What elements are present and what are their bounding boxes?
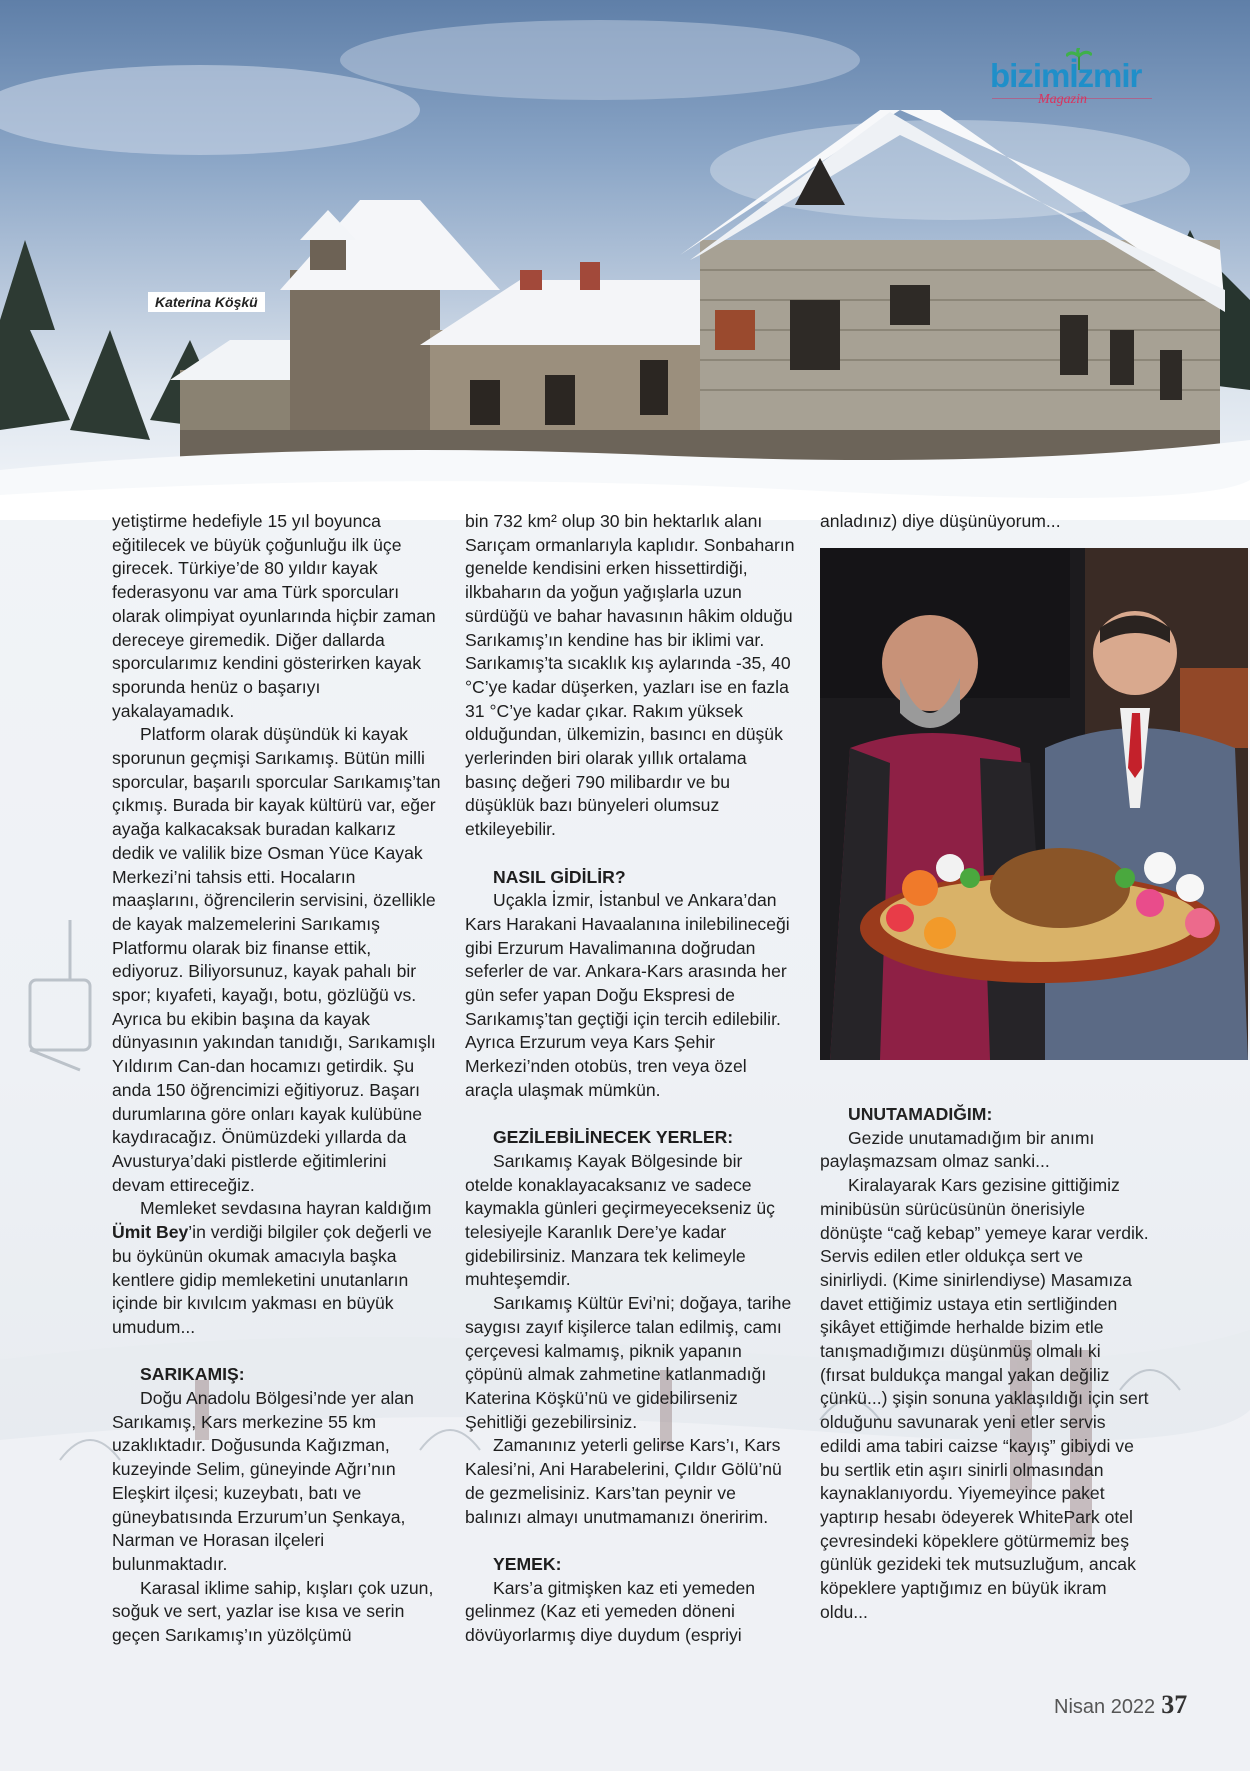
magazine-logo [990,58,1160,114]
logo-subtitle: Magazin [1038,92,1087,107]
logo-brand-text: bizimİzmir [990,57,1142,94]
section-heading-sarikamis: SARIKAMIŞ: [140,1364,245,1385]
page-number: 37 [1161,1690,1188,1719]
paragraph: Doğu Anadolu Bölgesi’nde yer alan Sarıkamış, Kars merkezine 55 km uzaklıktadır. Doğusunda Kağızman, kuzeyinde Selim, güneyinde Ağrı’nın Eleşkirt ilçesi; kuzeybatı, batı ve güneybatısında Erzurum’un Şenkaya, Narman ve Horasan ilçeleri bulunmaktadır. [112,1388,414,1574]
people-photo-illustration [820,548,1248,1060]
chairlift-decoration [20,920,100,1080]
paragraph-text: Memleket sevdasına hayran kaldığım [140,1198,432,1219]
section-heading-gezilebilinecek-yerler: GEZİLEBİLİNECEK YERLER: [493,1127,734,1148]
person-name: Ümit Bey [112,1222,189,1243]
text-column-3-top [820,510,1150,534]
paragraph: Sarıkamış Kayak Bölgesinde bir otelde konaklayacaksanız ve sadece kaymakla günleri geçirmeyecekseniz üç telesiyejle Karanlık Dere’ye kadar gidebilirsiniz. Manzara tek kelimeyle muhteşemdir. [465,1150,775,1290]
paragraph: Gezide unutamadığım bir anımı paylaşmazsam olmaz sanki... [820,1127,1095,1172]
paragraph: anladınız) diye düşünüyorum... [820,511,1061,531]
photo-chef-and-man-with-goose-platter [820,548,1248,1060]
paragraph: Kiralayarak Kars gezisine gittiğimiz minibüsün sürücüsünün önerisiyle dönüşte “cağ kebap” yemeye karar verdik. Servis edilen etler oldukça sert ve sinirliydi. (Kime sinirlendiyse) Masamıza davet ettiğimiz ustaya etin sertliğinden şikâyet ettiğimde herhalde bizim etle tanışmadığımızı düşünmüş olmalı ki (fırsat buldukça mangal yakan değiliz çünkü...) şişin sonuna yaklaşıldığı için sert olduğunu savunarak yeni etler servis edildi ama tabiri caizse “kayış” gibiydi ve bu sertlik etin aşırı sinirli olmasından kaynaklanıyordu. Yiyemeyince paket yaptırıp hesabı ödeyerek WhitePark otel çevresindeki köpeklere götürmemiz beş günlük gezideki tek mutsuzluğum, ancak köpeklere yaptığımız en büyük ikram oldu... [820,1175,1149,1622]
paragraph-text: ’in verdiği bilgiler çok değerli ve bu öykünün okumak amacıyla başka kentlere gidip memleketini unutanların içinde bir kıvılcım yakması en büyük umudum... [112,1222,432,1337]
paragraph: Uçakla İzmir, İstanbul ve Ankara’dan Kars Harakani Havaalanına inilebilineceği gibi Erzurum Havalimanına doğrudan seferler de var. Ankara-Kars arasında her gün sefer yapan Doğu Ekspresi de Sarıkamış’tan geçtiği için tercih edilebilir. Ayrıca Erzurum veya Kars Şehir Merkezi’nden otobüs, tren veya özel araçla ulaşmak mümkün. [465,890,790,1100]
paragraph [112,1197,442,1339]
section-heading-yemek: YEMEK: [493,1553,562,1574]
section-heading-nasil-gidilir: NASIL GİDİLİR? [493,866,626,887]
palm-tree-icon [1066,48,1092,70]
issue-date: Nisan 2022 [1054,1696,1156,1718]
text-column-3-bottom [820,1103,1150,1624]
text-column-1 [112,510,442,1648]
paragraph: Kars’a gitmişken kaz eti yemeden gelinmez (Kaz eti yemeden döneni dövüyorlarmış diye duydum (espriyi [465,1577,756,1645]
section-heading-unutamadigim: UNUTAMADIĞIM: [848,1104,993,1124]
paragraph: Karasal iklime sahip, kışları çok uzun, soğuk ve sert, yazlar ise kısa ve serin geçen Sarıkamış’ın yüzölçümü [112,1577,434,1646]
paragraph: Platform olarak düşündük ki kayak sporunun geçmişi Sarıkamış. Bütün milli sporcular, başarılı sporcular Sarıkamış’tan çıkmış. Burada bir kayak kültürü var, eğer ayağa kalkacaksak buradan kalkarız dedik ve valilik bize Osman Yüce Kayak Merkezi’ni tahsis etti. Hocaların maaşlarını, öğrencilerin servisini, özellikle de kayak malzemelerini Sarıkamış Platformu olarak biz finanse ettik, ediyoruz. Biliyorsunuz, kayak pahalı bir spor; kıyafeti, kayağı, botu, gözlüğü vs. Ayrıca bu ekibin başına da kayak dünyasının yakından tanıdığı, Sarıkamışlı Yıldırım Can-dan hocamızı getirdik. Şu anda 150 öğrencimizi eğitiyoruz. Başarı durumlarına göre onları kayak kulübüne kaydıracağız. Önümüzdeki yıllarda da Avusturya’daki pistlerde eğitimlerini devam ettireceğiz. [112,724,441,1195]
photo-caption: Katerina Köşkü [148,292,265,312]
paragraph: bin 732 km² olup 30 bin hektarlık alanı Sarıçam ormanlarıyla kaplıdır. Sonbaharın genelde kendisini erken hissettirdiği, ilkbaharın da yoğun yağışlarla uzun sürdüğü ve bahar havasının hâkim olduğu Sarıkamış’ın kendine has bir iklimi var. Sarıkamış’ta sıcaklık kış aylarında -35, 40 °C’ye kadar düşerken, yazları ise en fazla 31 °C’ye kadar çıkar. Rakım yüksek olduğundan, ülkemizin, basıncı en düşük yerlerinden biri olarak yıllık ortalama basınç değeri 790 milibardır ve bu düşüklük bazı bünyeleri olumsuz etkileyebilir. [465,511,795,840]
page-footer [1054,1690,1187,1720]
paragraph: Zamanınız yeterli gelirse Kars’ı, Kars Kalesi’ni, Ani Harabelerini, Çıldır Gölü’nü de gezmelisiniz. Kars’tan peynir ve balınızı almayı unutmamanızı öneririm. [465,1435,782,1527]
paragraph: Sarıkamış Kültür Evi’ni; doğaya, tarihe saygısı zayıf kişilerce talan edilmiş, camı çerçevesi kalmamış, piknik yapanın çöpünü almak zahmetine katlanmadığı Katerina Köşkü’nü ve gidebilirseniz Şehitliği gezebilirsiniz. [465,1293,792,1432]
paragraph: yetiştirme hedefiyle 15 yıl boyunca eğitilecek ve büyük çoğunluğu ilk üçe girecek. Türkiye’de 80 yıldır kayak federasyonu var ama Türk sporcuları olarak olimpiyat oyunlarında hiçbir zaman dereceye giremedik. Diğer dallarda sporcularımız kendini gösterirken kayak sporunda henüz o başarıyı yakalayamadık. [112,511,436,721]
text-column-2 [465,510,795,1648]
